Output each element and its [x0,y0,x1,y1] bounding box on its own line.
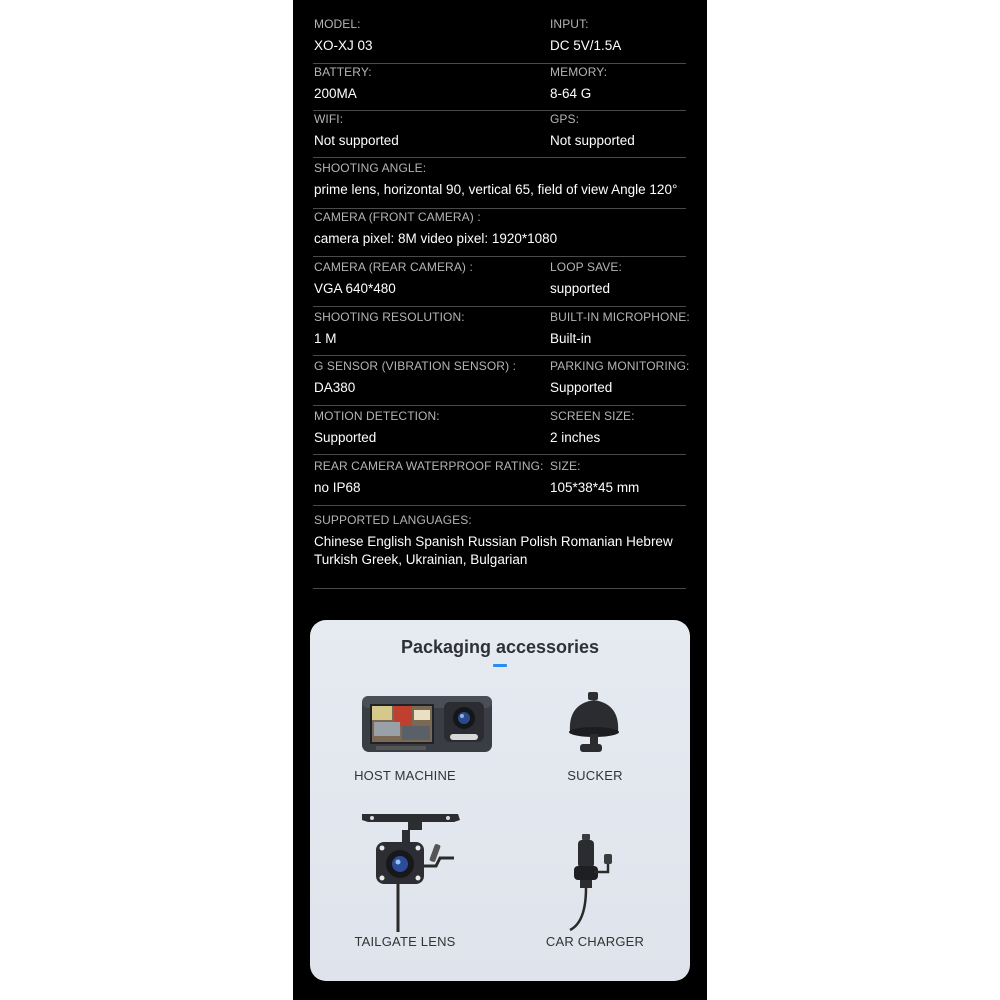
spec-cell [314,459,543,497]
spec-row [313,112,686,158]
spec-label: SHOOTING ANGLE: [314,161,427,175]
spec-label: PARKING MONITORING: [550,359,690,373]
spec-label: WIFI: [314,112,344,126]
accessory-item [500,806,690,956]
accessory-label: SUCKER [567,768,623,783]
spec-label: MEMORY: [550,65,608,79]
spec-cell [550,112,635,150]
spec-value: Not supported [550,133,635,148]
spec-cell [314,310,465,348]
spec-cell [314,359,516,397]
spec-value: 1 M [314,331,337,346]
spec-value: camera pixel: 8M video pixel: 1920*1080 [314,231,558,246]
spec-value: no IP68 [314,480,361,495]
spec-cell [314,17,373,55]
spec-label: G SENSOR (VIBRATION SENSOR) : [314,359,517,373]
spec-cell [314,112,399,150]
spec-row [313,17,686,64]
suction-mount-icon [560,690,630,756]
spec-label: MOTION DETECTION: [314,409,440,423]
spec-row [313,459,686,506]
spec-row [313,65,686,111]
spec-value: Built-in [550,331,592,346]
spec-value: 105*38*45 mm [550,480,640,495]
spec-value: 2 inches [550,430,601,445]
spec-label: INPUT: [550,17,589,31]
spec-cell [314,513,686,569]
spec-value: Not supported [314,133,399,148]
spec-cell [314,210,557,248]
spec-label: MODEL: [314,17,361,31]
rear-camera-icon [358,808,468,932]
accessory-item [500,686,690,786]
spec-label: GPS: [550,112,580,126]
spec-label: SCREEN SIZE: [550,409,635,423]
accessory-label: TAILGATE LENS [354,934,456,949]
accessory-item [310,686,500,786]
accessories-title: Packaging accessories [400,637,600,657]
spec-label: REAR CAMERA WATERPROOF RATING: [314,459,544,473]
spec-value: Supported [314,430,377,445]
spec-value: prime lens, horizontal 90, vertical 65, field of view Angle 120° [314,182,678,197]
spec-value: DC 5V/1.5A [550,38,622,53]
accessory-label: HOST MACHINE [354,768,456,783]
spec-label: SHOOTING RESOLUTION: [314,310,465,324]
spec-cell [314,409,440,447]
spec-cell [314,260,473,298]
spec-cell [550,17,621,55]
spec-cell [550,65,607,103]
car-charger-icon [560,832,630,932]
spec-value: DA380 [314,380,356,395]
spec-value: VGA 640*480 [314,281,396,296]
spec-label: CAMERA (REAR CAMERA) : [314,260,473,274]
spec-cell [550,409,635,447]
title-underline [493,664,507,667]
spec-label: BUILT-IN MICROPHONE: [550,310,690,324]
spec-cell [550,310,690,348]
spec-value: 200MA [314,86,357,101]
spec-cell [550,260,622,298]
spec-value: 8-64 G [550,86,592,101]
spec-row [313,513,686,589]
spec-row [313,409,686,455]
spec-value: supported [550,281,611,296]
spec-panel [293,0,707,1000]
accessory-label: CAR CHARGER [545,934,645,949]
accessories-card [310,620,690,981]
spec-cell [550,359,689,397]
spec-label: BATTERY: [314,65,372,79]
spec-cell [314,65,372,103]
spec-label: SIZE: [550,459,581,473]
spec-value: Supported [550,380,613,395]
spec-label: CAMERA (FRONT CAMERA) : [314,210,481,224]
spec-row [313,310,690,356]
spec-row [313,359,690,406]
spec-cell [314,161,677,199]
accessory-item [310,806,500,956]
spec-row [313,210,686,257]
spec-row [313,260,686,307]
spec-row [313,161,686,209]
spec-value: Chinese English Spanish Russian Polish Romanian Hebrew Turkish Greek, Ukrainian, Bulgarian [314,534,673,567]
spec-label: LOOP SAVE: [550,260,622,274]
dashcam-icon [360,692,494,754]
spec-label: SUPPORTED LANGUAGES: [314,513,472,527]
spec-value: XO-XJ 03 [314,38,373,53]
spec-cell [550,459,639,497]
